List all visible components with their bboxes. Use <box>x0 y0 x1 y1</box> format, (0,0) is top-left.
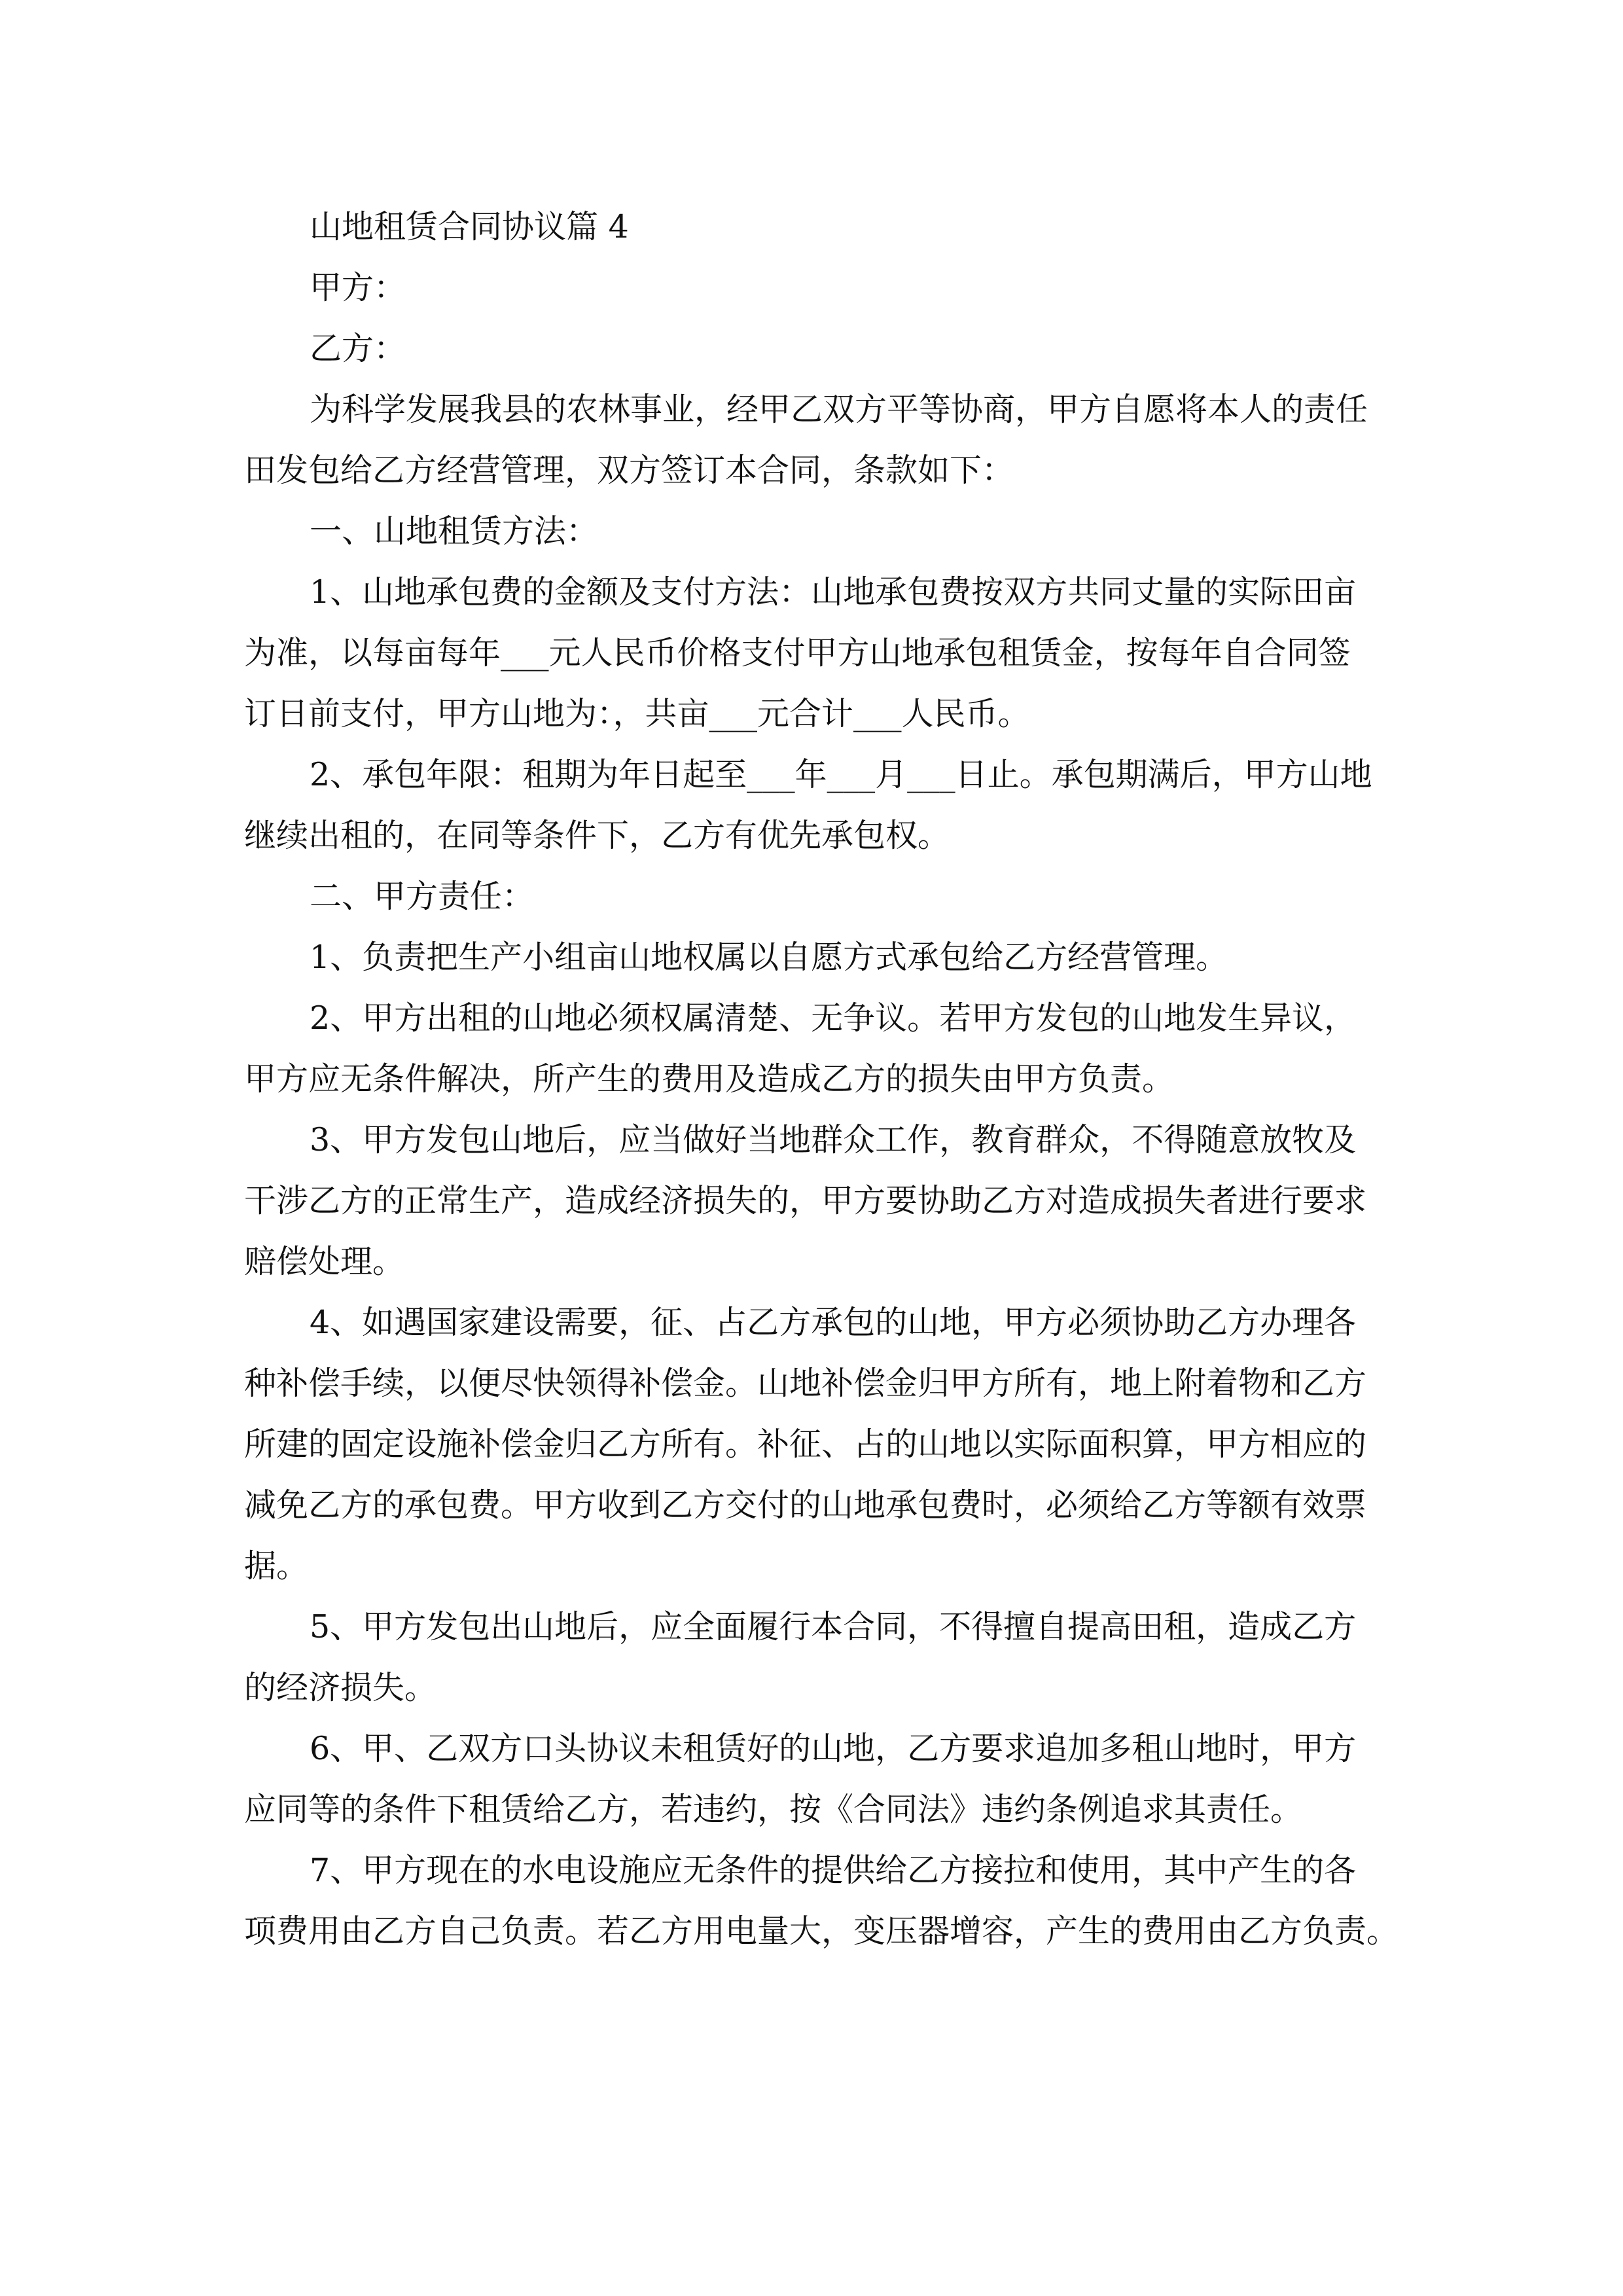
text-line: 的经济损失。 <box>244 1669 437 1706</box>
text-line: 为科学发展我县的农林事业，经甲乙双方平等协商，甲方自愿将本人的责任 <box>310 391 1368 428</box>
text-line: 项费用由乙方自己负责。若乙方用电量大，变压器增容，产生的费用由乙方负责。 <box>244 1912 1399 1950</box>
text-line: 订日前支付，甲方山地为：，共亩___元合计___人民币。 <box>244 695 1030 732</box>
text-line: 所建的固定设施补偿金归乙方所有。补征、占的山地以实际面积算，甲方相应的 <box>244 1426 1367 1463</box>
text-line: 赔偿处理。 <box>244 1243 405 1280</box>
document-body <box>244 196 1399 1962</box>
text-line: 为准，以每亩每年___元人民币价格支付甲方山地承包租赁金，按每年自合同签 <box>244 634 1351 672</box>
text-line: 5、甲方发包出山地后，应全面履行本合同，不得擅自提高田租，造成乙方 <box>310 1608 1357 1645</box>
text-line: 1、负责把生产小组亩山地权属以自愿方式承包给乙方经营管理。 <box>310 939 1228 976</box>
text-line: 据。 <box>244 1547 309 1585</box>
text-line: 减免乙方的承包费。甲方收到乙方交付的山地承包费时，必须给乙方等额有效票 <box>244 1486 1367 1524</box>
section-heading: 一、山地租赁方法： <box>310 512 599 550</box>
text-line: 田发包给乙方经营管理，双方签订本合同，条款如下： <box>244 452 1014 489</box>
text-line: 3、甲方发包山地后，应当做好当地群众工作，教育群众，不得随意放牧及 <box>310 1121 1357 1158</box>
party-a-line: 甲方： <box>310 269 406 306</box>
text-line: 2、甲方出租的山地必须权属清楚、无争议。若甲方发包的山地发生异议， <box>310 999 1357 1037</box>
text-line: 6、甲、乙双方口头协议未租赁好的山地，乙方要求追加多租山地时，甲方 <box>310 1730 1357 1767</box>
text-line: 种补偿手续，以便尽快领得补偿金。山地补偿金归甲方所有，地上附着物和乙方 <box>244 1365 1367 1402</box>
text-line: 应同等的条件下租赁给乙方，若违约，按《合同法》违约条例追求其责任。 <box>244 1791 1303 1828</box>
text-line: 1、山地承包费的金额及支付方法：山地承包费按双方共同丈量的实际田亩 <box>310 573 1357 611</box>
text-line: 甲方应无条件解决，所产生的费用及造成乙方的损失由甲方负责。 <box>244 1060 1175 1098</box>
party-b-line: 乙方： <box>310 330 406 367</box>
text-line: 7、甲方现在的水电设施应无条件的提供给乙方接拉和使用，其中产生的各 <box>310 1852 1357 1889</box>
section-heading: 二、甲方责任： <box>310 878 535 915</box>
text-line: 2、承包年限：租期为年日起至___年___月___日止。承包期满后，甲方山地 <box>310 756 1372 793</box>
text-line: 继续出租的，在同等条件下，乙方有优先承包权。 <box>244 817 950 854</box>
text-line: 干涉乙方的正常生产，造成经济损失的，甲方要协助乙方对造成损失者进行要求 <box>244 1182 1367 1219</box>
document-title: 山地租赁合同协议篇 4 <box>310 208 629 245</box>
text-line: 4、如遇国家建设需要，征、占乙方承包的山地，甲方必须协助乙方办理各 <box>310 1304 1357 1341</box>
